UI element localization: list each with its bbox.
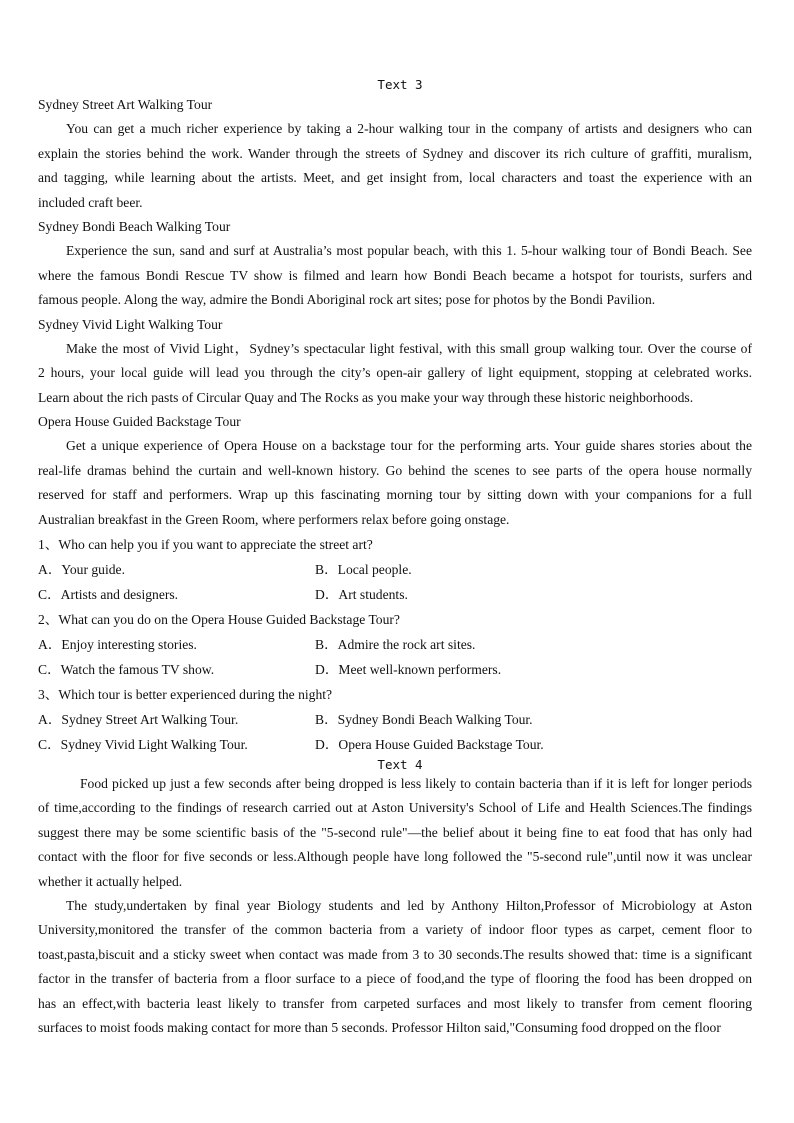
paragraph-line: Make the most of Vivid Light，Sydney’s spectacular light festival, with this small group walking tour. Over the course of (66, 340, 752, 356)
paragraph-line: real-life dramas behind the curtain and well-known history. Go behind the scenes to see parts of the opera house normally (38, 462, 752, 478)
options-row (38, 732, 752, 757)
answer-option: D．Opera House Guided Backstage Tour. (315, 737, 544, 753)
paragraph-line: Learn about the rich pasts of Circular Quay and The Rocks as you make your way through these historic neighborhoods. (38, 389, 694, 405)
answer-option: C．Sydney Vivid Light Walking Tour. (38, 737, 248, 753)
paragraph-line: Australian breakfast in the Green Room, where performers relax before going onstage. (38, 511, 510, 527)
paragraph-line: famous people. Along the way, admire the Bondi Aboriginal rock art sites; pose for photos by the Bondi Pavilion. (38, 292, 656, 308)
paragraph-line: explain the stories behind the work. Wander through the streets of Sydney and discover its rich culture of graffiti, muralism, (38, 145, 752, 161)
tour-heading: Sydney Street Art Walking Tour (38, 97, 213, 112)
question-stem: 1、Who can help you if you want to appreciate the street art? (38, 537, 373, 553)
paragraph-line: has an effect,with bacteria least likely to transfer from carpeted surfaces and most likely to transfer from cement flooring (38, 995, 752, 1011)
answer-option: C．Watch the famous TV show. (38, 662, 215, 678)
paragraph-line: and tagging, while learning about the artists. Meet, and get insight from, local characters and toast the experience with an (38, 170, 752, 186)
paragraph-line: toast,pasta,biscuit and a sticky sweet when contact was made from 3 to 30 seconds.The results showed that: time is a significant (38, 946, 752, 962)
options-row (38, 557, 752, 582)
answer-option: B．Local people. (315, 562, 412, 578)
paragraph-line: whether it actually helped. (38, 873, 183, 889)
tour-heading: Sydney Bondi Beach Walking Tour (38, 218, 231, 234)
paragraph-line: Experience the sun, sand and surf at Australia’s most popular beach, with this 1. 5-hour walking tour of Bondi Beach. See (66, 243, 752, 259)
question-stem: 2、What can you do on the Opera House Guided Backstage Tour? (38, 612, 400, 628)
paragraph-line: of time,according to the findings of research carried out at Aston University's School of Life and Health Sciences.The findings (38, 800, 752, 816)
answer-option: A．Sydney Street Art Walking Tour. (38, 712, 239, 728)
answer-option: B．Sydney Bondi Beach Walking Tour. (315, 712, 533, 728)
options-row (38, 657, 752, 682)
paragraph-line: suggest there may be some scientific basis of the "5-second rule"—the belief about it being fine to eat food that has only had (38, 824, 752, 840)
tour-heading: Sydney Vivid Light Walking Tour (38, 316, 223, 332)
answer-option: B．Admire the rock art sites. (315, 637, 476, 653)
paragraph-line: factor in the transfer of bacteria from a floor surface to a piece of food,and the type of flooring the food has been dropped on (38, 971, 752, 987)
paragraph-line: contact with the floor for five seconds or less.Although people have long followed the "5-second rule",until now it was unclear (38, 849, 752, 865)
paragraph-line: where the famous Bondi Rescue TV show is filmed and learn how Bondi Beach became a hotspot for tourists, surfers and (38, 267, 752, 283)
options-row (38, 632, 752, 657)
answer-option: D．Art students. (315, 587, 408, 603)
paragraph-line: Food picked up just a few seconds after being dropped is less likely to contain bacteria than if it is left for longer periods (80, 776, 752, 792)
paragraph-line: Get a unique experience of Opera House on a backstage tour for the performing arts. Your guide shares stories about the (66, 438, 752, 454)
paragraph-line: surfaces to moist foods making contact for more than 5 seconds. Professor Hilton said,"Consuming food dropped on the floor (38, 1019, 721, 1035)
answer-option: A．Enjoy interesting stories. (38, 637, 197, 653)
options-row (38, 582, 752, 607)
answer-option: A．Your guide. (38, 562, 125, 578)
paragraph-line: included craft beer. (38, 194, 143, 210)
answer-option: D．Meet well-known performers. (315, 662, 502, 678)
options-row (38, 707, 752, 732)
paragraph-line: 2 hours, your local guide will lead you through the city’s open-air gallery of light equipment, stopping at celebrated works. (38, 365, 752, 381)
question-stem: 3、Which tour is better experienced during the night? (38, 687, 333, 703)
paragraph-line: reserved for staff and performers. Wrap up this fascinating morning tour by sitting down with your companions for a full (38, 487, 752, 503)
section-title-text-3: Text 3 (377, 77, 423, 92)
section-title-text-4: Text 4 (377, 757, 423, 773)
paragraph-line: The study,undertaken by final year Biology students and led by Anthony Hilton,Professor of Microbiology at Aston (66, 897, 752, 913)
document-page (38, 76, 752, 1040)
paragraph-line: University,monitored the transfer of the common bacteria from a variety of indoor floor types as carpet, cement floor to (38, 922, 752, 938)
tour-heading: Opera House Guided Backstage Tour (38, 414, 241, 430)
paragraph-line: You can get a much richer experience by taking a 2-hour walking tour in the company of artists and designers who can (66, 121, 752, 137)
answer-option: C．Artists and designers. (38, 587, 179, 603)
